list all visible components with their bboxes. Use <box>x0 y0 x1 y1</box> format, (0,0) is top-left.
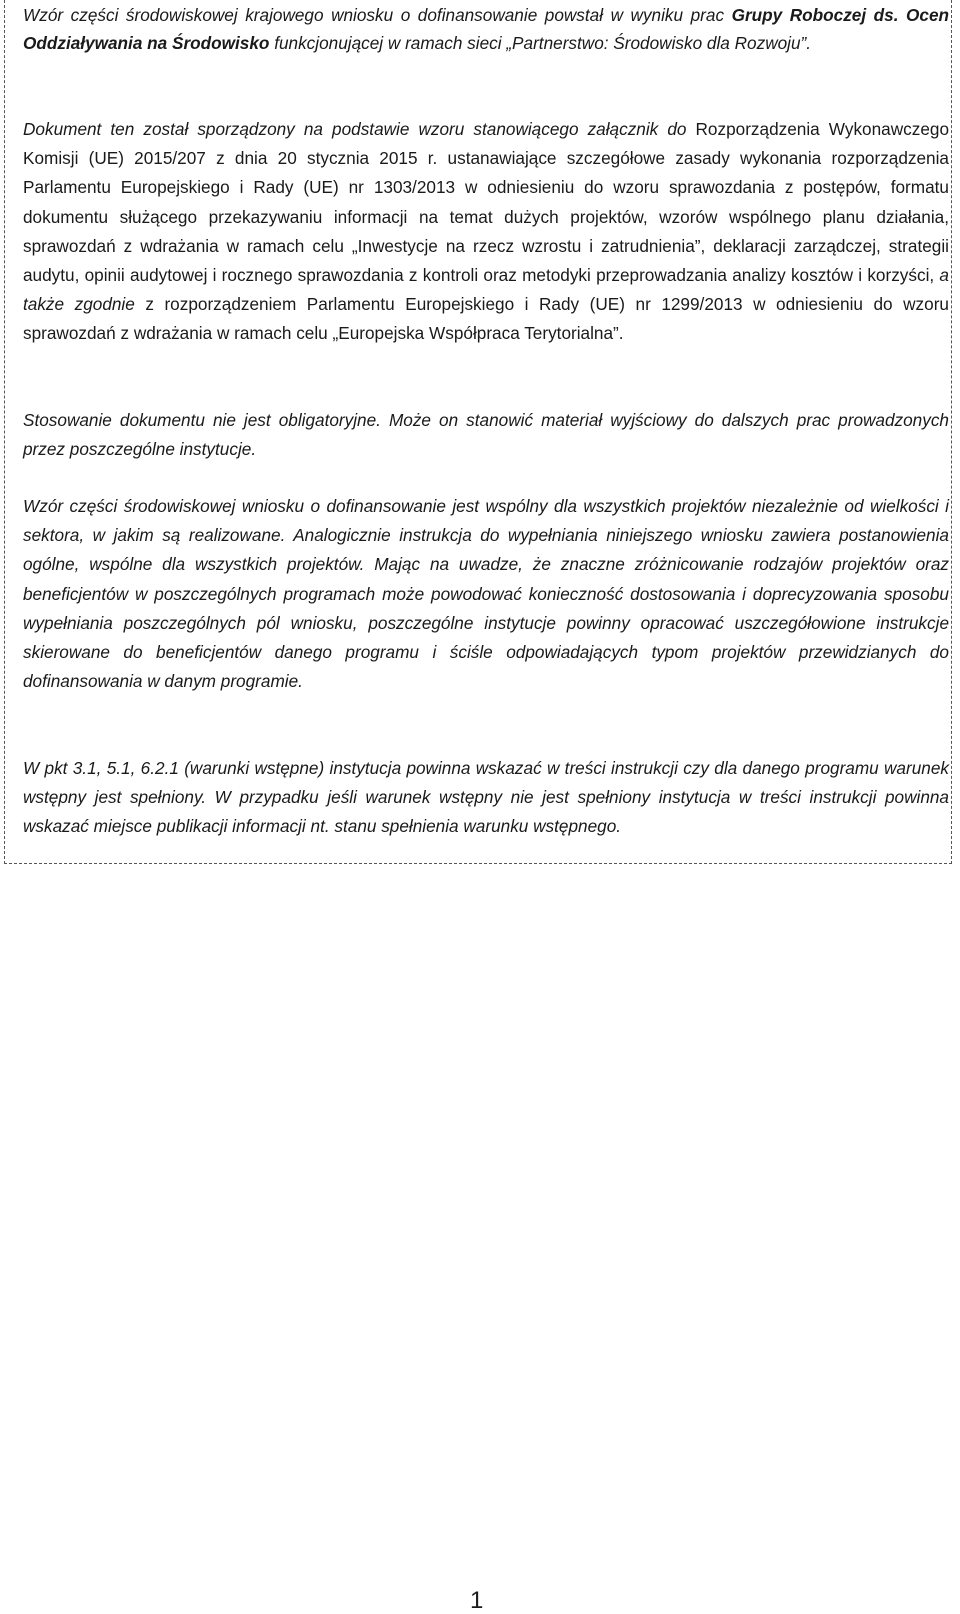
basis-paragraph <box>23 115 949 349</box>
intro-text-1: Wzór części środowiskowej krajowego wniosku o dofinansowanie powstał w wyniku prac <box>23 5 732 25</box>
regulation-reference: Rozporządzenia Wykonawczego Komisji (UE) 2015/207 z dnia 20 stycznia 2015 r. ustanawiające szczegółowe zasady wykonania rozporządzenia Parlamentu Europejskiego i Rady (UE) nr 1303/2013 w odniesieniu do wzoru sprawozdania z postępów, formatu dokumentu służącego przekazywaniu informacji na temat dużych projektów, wzorów wspólnego planu działania, sprawozdań z wdrażania w ramach celu „Inwestycje na rzecz wzrostu i zatrudnienia”, deklaracji zarządczej, strategii audytu, opinii audytowej i rocznego sprawozdania z kontroli oraz metodyki przeprowadzania analizy kosztów i korzyści, <box>23 119 950 286</box>
intro-text-2: funkcjonującej w ramach sieci „Partnerstwo: Środowisko dla Rozwoju”. <box>269 32 812 53</box>
page-number: 1 <box>470 1587 484 1614</box>
basis-text-1: Dokument ten został sporządzony na podstawie wzoru stanowiącego załącznik do <box>23 119 687 139</box>
working-group-name: Grupy Roboczej ds. Ocen Oddziaływania na Środowisko <box>23 5 950 53</box>
regulation-reference-2: z rozporządzeniem Parlamentu Europejskiego i Rady (UE) nr 1299/2013 w odniesieniu do wzoru sprawozdań z wdrażania w ramach celu „Europejska Współpraca Terytorialna”. <box>23 294 949 344</box>
preconditions-paragraph: W pkt 3.1, 5.1, 6.2.1 (warunki wstępne) instytucja powinna wskazać w treści instrukcji czy dla danego programu warunek wstępny jest spełniony. W przypadku jeśli warunek wstępny nie jest spełniony instytucja w treści instrukcji powinna wskazać miejsce publikacji informacji nt. stanu spełnienia warunku wstępnego. <box>23 758 949 837</box>
common-template-paragraph: Wzór części środowiskowej wniosku o dofinansowanie jest wspólny dla wszystkich projektów niezależnie od wielkości i sektora, w jakim są realizowane. Analogicznie instrukcja do wypełniania niniejszego wniosku zawiera postanowienia ogólne, wspólne dla wszystkich projektów. Mając na uwadze, że znaczne zróżnicowanie rodzajów projektów oraz beneficjentów w poszczególnych programach może powodować konieczność dostosowania i doprecyzowania sposobu wypełniania poszczególnych pól wniosku, poszczególne instytucje powinny opracować uszczegółowione instrukcje skierowane do beneficjentów danego programu i ściśle odpowiadających typom projektów przewidzianych do dofinansowania w danym programie. <box>23 496 949 692</box>
basis-text-2: a także zgodnie <box>23 265 949 315</box>
intro-paragraph <box>23 2 949 57</box>
optional-use-paragraph: Stosowanie dokumentu nie jest obligatoryjne. Może on stanowić materiał wyjściowy do dalszych prac prowadzonych przez poszczególne instytucje. <box>23 410 949 460</box>
notice-box <box>4 0 952 864</box>
